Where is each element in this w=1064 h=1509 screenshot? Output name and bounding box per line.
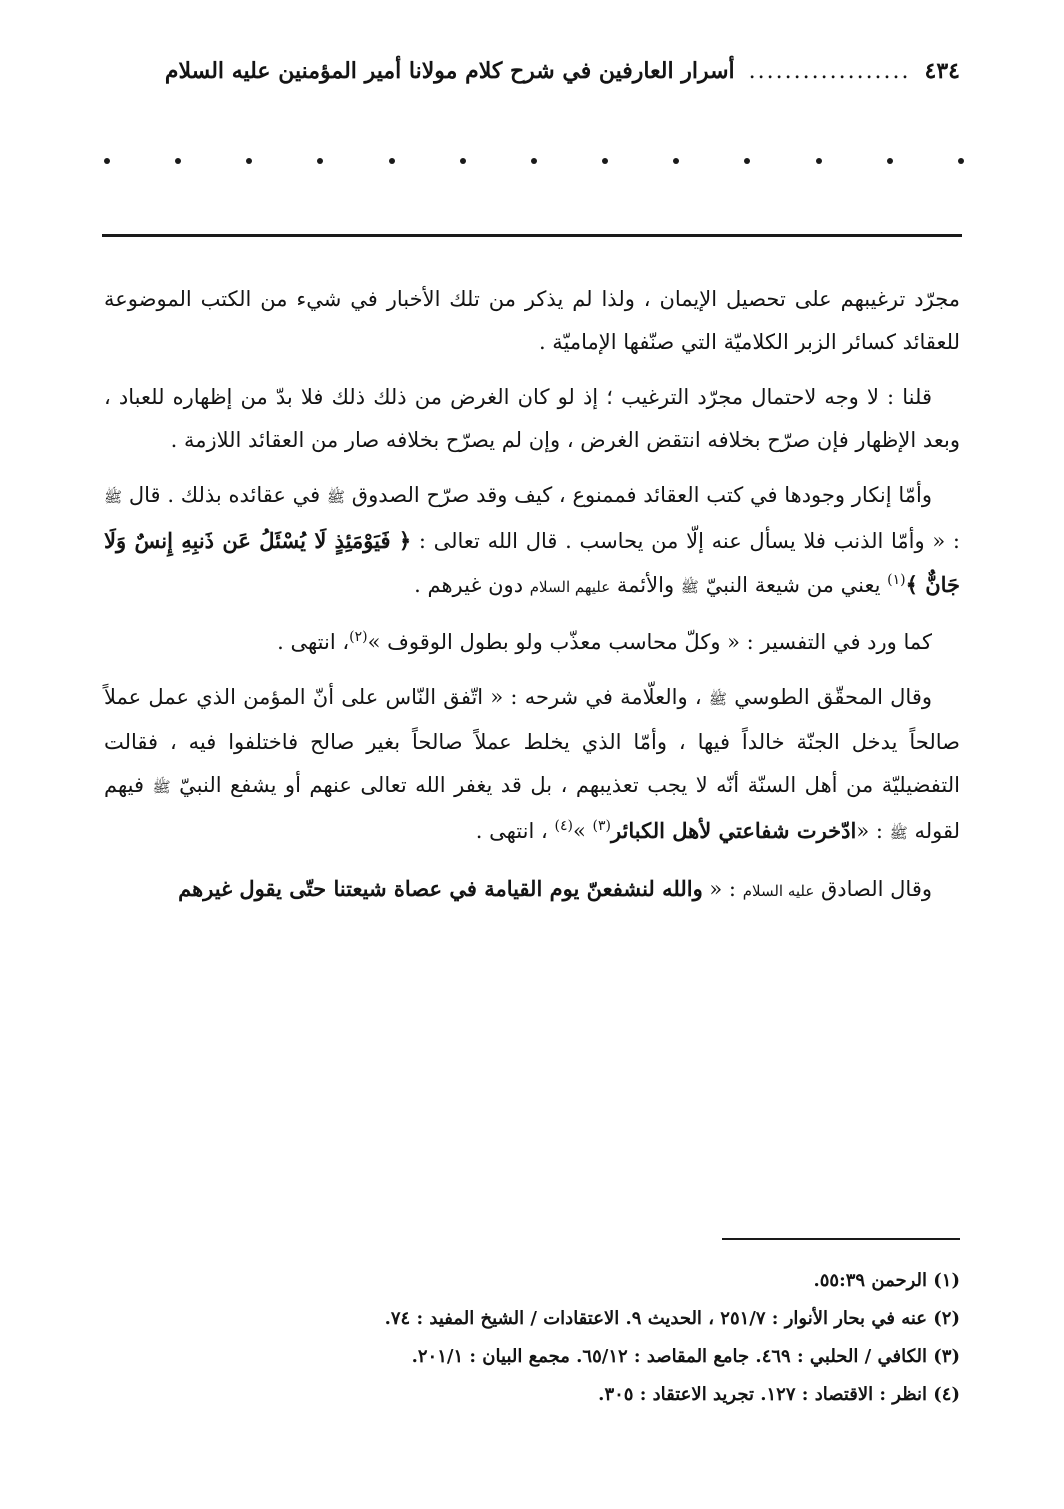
ornament-dot xyxy=(389,158,395,164)
footnote-ref-1[interactable]: (١) xyxy=(887,572,906,588)
ornament-dot xyxy=(744,158,750,164)
ornament-dot xyxy=(602,158,608,164)
honorific-glyph: ﷺ xyxy=(104,488,123,506)
ornament-dot xyxy=(175,158,181,164)
running-header xyxy=(104,58,960,84)
footnote-1: (١) الرحمن ٥٥:٣٩. xyxy=(813,1270,960,1291)
honorific-glyph: ﷺ xyxy=(152,778,171,796)
ornament-dot xyxy=(887,158,893,164)
header-rule xyxy=(102,234,962,237)
ornament-dot xyxy=(673,158,679,164)
ornament-dot xyxy=(816,158,822,164)
main-text xyxy=(104,278,960,925)
ornament-dot xyxy=(460,158,466,164)
paragraph-2: قلنا : لا وجه لاحتمال مجرّد الترغيب ؛ إذ لو كان الغرض من ذلك ذلك فلا بدّ من إظهاره للعباد ، وبعد الإظهار فإن صرّح بخلافه انتقض الغرض ، وإن لم يصرّح بخلافه صار من العقائد اللازمة . xyxy=(104,385,960,452)
paragraph-5: وقال المحقّق الطوسي ﷺ ، والعلّامة في شرحه : « اتّفق النّاس على أنّ المؤمن الذي عمل عملاً صالحاً يدخل الجنّة خالداً فيها ، وأمّا الذي يخلط عملاً صالحاً بغير صالح فاختلفوا فيه ، فقالت التفضيليّة من أهل السنّة أنّه لا يجب تعذيبهم ، بل قد يغفر الله تعالى عنهم أو يشفع النبيّ ﷺ فيهم لقوله ﷺ : «ادّخرت شفاعتي لأهل الكبائر$^{(٣)}$ »$^{(٤)}$ ، انتهى . xyxy=(104,685,960,843)
honorific-glyph: ﷺ xyxy=(680,578,699,596)
paragraph-6: وقال الصادق عليه السلام : « والله لنشفعنّ يوم القيامة في عصاة شيعتنا حتّى يقول غيرهم xyxy=(178,876,932,901)
honorific-glyph: ﷺ xyxy=(708,690,728,708)
ornament-dot xyxy=(104,158,110,164)
ornament-dot xyxy=(958,158,964,164)
page-number: ٤٣٤ xyxy=(924,58,960,84)
footnotes xyxy=(104,1262,960,1414)
footnote-3: (٣) الكافي / الحلبي : ٤٦٩. جامع المقاصد : ٦٥/١٢. مجمع البيان : ٢٠١/١. xyxy=(411,1346,960,1367)
footnote-ref-2[interactable]: (٢) xyxy=(349,629,368,645)
quran-verse: ﴿ فَيَوْمَئِذٍ لَا يُسْئَلُ عَن ذَنبِهِ إِنسٌ وَلَا جَانٌّ ﴾ xyxy=(104,528,960,597)
ornament-dot xyxy=(317,158,323,164)
paragraph-1: مجرّد ترغيبهم على تحصيل الإيمان ، ولذا لم يذكر من تلك الأخبار في شيء من الكتب الموضوعة للعقائد كسائر الزبر الكلاميّة التي صنّفها الإماميّة . xyxy=(104,287,960,354)
hadith-quote: ادّخرت شفاعتي لأهل الكبائر xyxy=(610,818,857,843)
ornament-dot xyxy=(531,158,537,164)
footnote-rule xyxy=(722,1238,960,1240)
honorific-glyph: ﷺ xyxy=(326,488,346,506)
footnote-ref-3[interactable]: (٣) xyxy=(592,818,611,834)
honorific-glyph: عليه السلام xyxy=(742,882,815,900)
footnote-2: (٢) عنه في بحار الأنوار : ٢٥١/٧ ، الحديث ٩. الاعتقادات / الشيخ المفيد : ٧٤. xyxy=(384,1308,960,1329)
ornament-dot-row xyxy=(104,158,964,164)
footnote-4: (٤) انظر : الاقتصاد : ١٢٧. تجريد الاعتقاد : ٣٠٥. xyxy=(598,1384,960,1405)
honorific-glyph: عليهم السلام xyxy=(529,578,611,596)
paragraph-3: وأمّا إنكار وجودها في كتب العقائد فممنوع ، كيف وقد صرّح الصدوق ﷺ في عقائده بذلك . قال ﷺ : « وأمّا الذنب فلا يسأل عنه إلّا من يحاسب . قال الله تعالى : ﴿ فَيَوْمَئِذٍ لَا يُسْئَلُ عَن ذَنبِهِ إِنسٌ وَلَا جَانٌّ ﴾$^{(١)}$ يعني من شيعة النبيّ ﷺ والأئمة عليهم السلام دون غيرهم . xyxy=(104,483,960,597)
ornament-dot xyxy=(246,158,252,164)
honorific-glyph: ﷺ xyxy=(889,824,908,842)
paragraph-4: كما ورد في التفسير : « وكلّ محاسب معذّب ولو بطول الوقوف »$^{(٢)}$، انتهى . xyxy=(277,629,932,654)
header-leader-dots: .................. xyxy=(748,59,911,84)
hadith-quote: والله لنشفعنّ يوم القيامة في عصاة شيعتنا حتّى يقول غيرهم xyxy=(178,876,703,901)
footnote-ref-4[interactable]: (٤) xyxy=(554,818,573,834)
book-title: أسرار العارفين في شرح كلام مولانا أمير المؤمنين عليه السلام xyxy=(164,58,735,84)
